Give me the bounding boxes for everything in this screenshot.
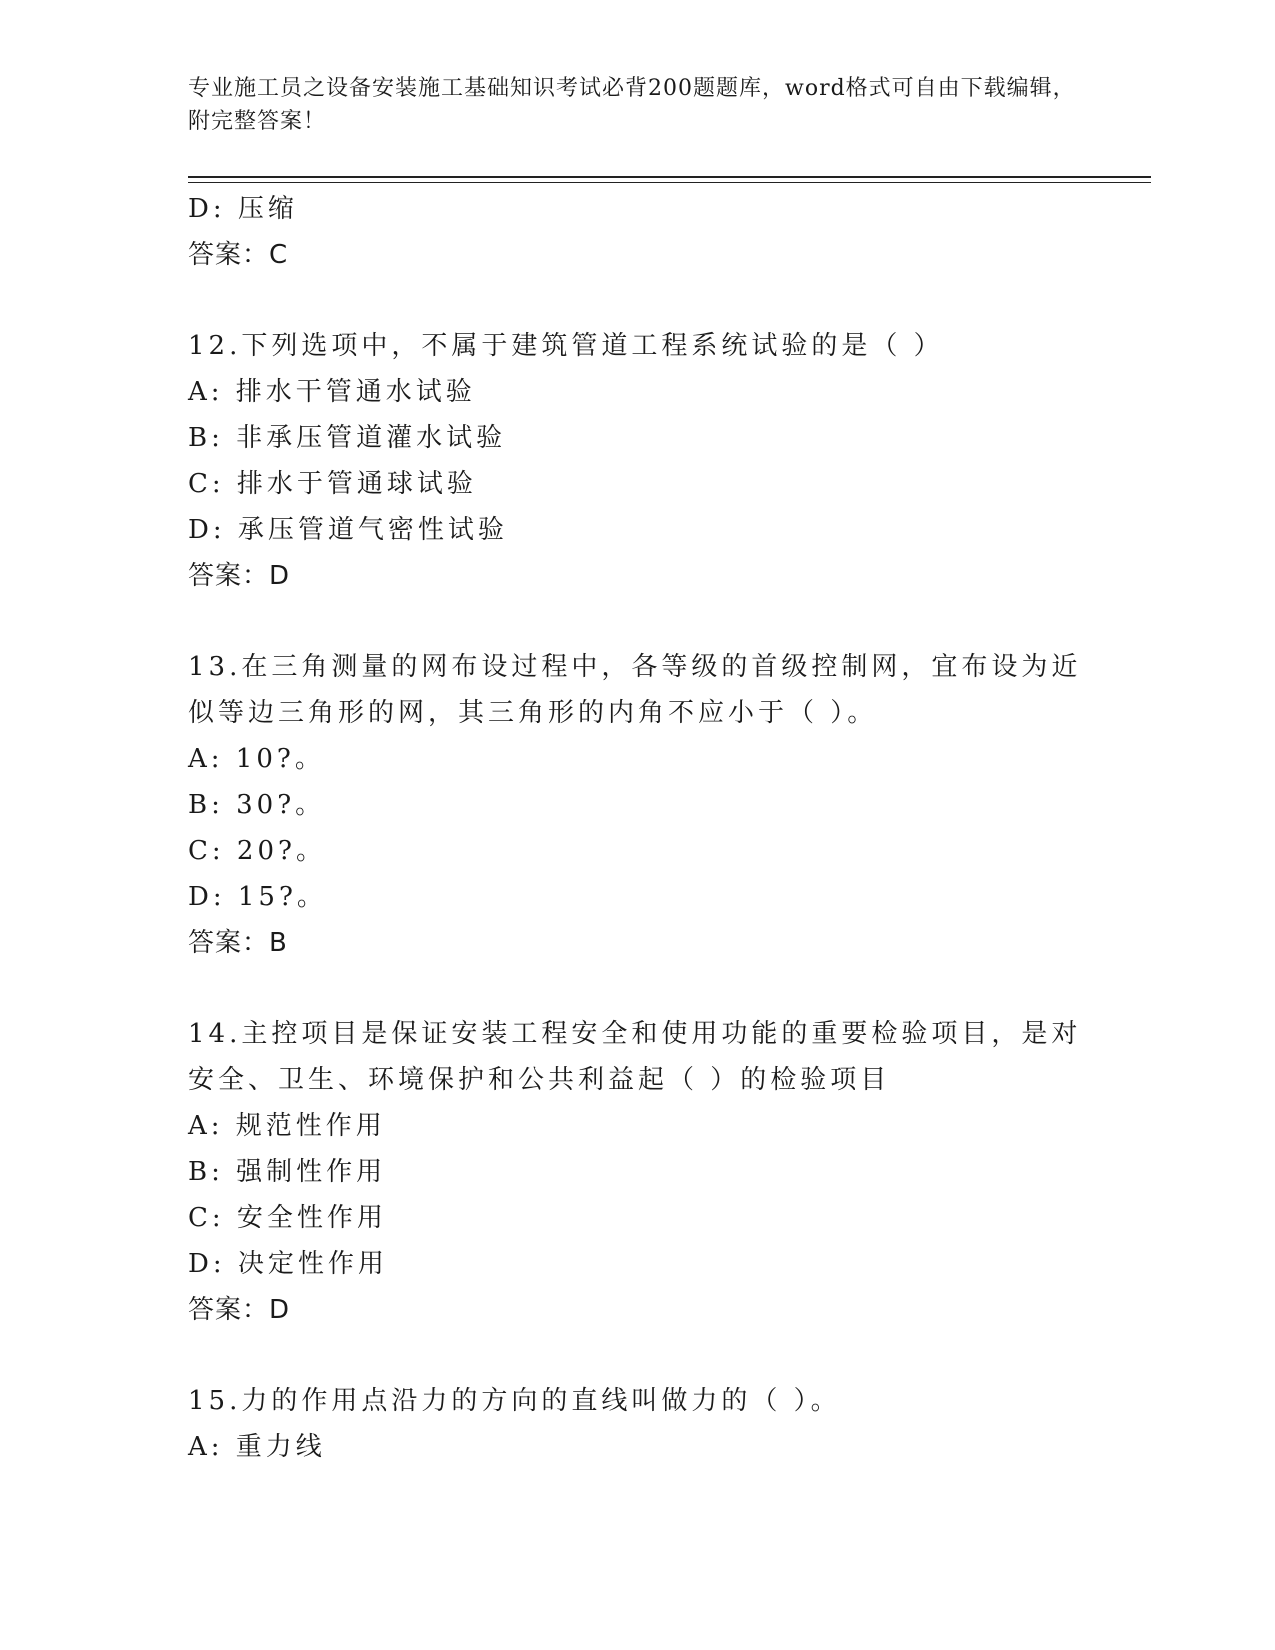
question-text: 12.下列选项中，不属于建筑管道工程系统试验的是（ ） [188, 331, 944, 361]
option-line: C: 安全性作用 [188, 1203, 387, 1233]
option-line: B: 强制性作用 [188, 1157, 387, 1187]
option-line: D: 压缩 [188, 194, 298, 224]
header-divider-thick [188, 176, 1151, 178]
option-line: D: 15?。 [188, 882, 327, 912]
question-spacer [188, 1333, 1088, 1378]
answer-line: 答案：D [188, 1295, 291, 1325]
option-line: D: 决定性作用 [188, 1249, 388, 1279]
answer-line: 答案：B [188, 928, 288, 958]
document-header: 专业施工员之设备安装施工基础知识考试必背200题题库，word格式可自由下载编辑，附完整答案！ [188, 76, 1076, 134]
question-text: 13.在三角测量的网布设过程中，各等级的首级控制网，宜布设为近似等边三角形的网，其三角形的内角不应小于（ ）。 [188, 652, 1082, 728]
question-spacer [188, 966, 1088, 1011]
option-line: A: 排水干管通水试验 [188, 377, 476, 407]
option-line: C: 20?。 [188, 836, 326, 866]
option-line: A: 规范性作用 [188, 1111, 386, 1141]
option-line: B: 非承压管道灌水试验 [188, 423, 507, 453]
answer-line: 答案：D [188, 561, 291, 591]
option-line: A: 10?。 [188, 744, 325, 774]
question-spacer [188, 278, 1088, 323]
option-line: A: 重力线 [188, 1432, 326, 1462]
option-line: B: 30?。 [188, 790, 326, 820]
header-divider-thin [188, 182, 1151, 183]
option-line: C: 排水于管通球试验 [188, 469, 477, 499]
option-line: D: 承压管道气密性试验 [188, 515, 508, 545]
answer-line: 答案：C [188, 240, 289, 270]
question-text: 14.主控项目是保证安装工程安全和使用功能的重要检验项目，是对安全、卫生、环境保护和公共利益起（ ）的检验项目 [188, 1019, 1082, 1095]
question-list [188, 186, 1088, 1470]
question-text: 15.力的作用点沿力的方向的直线叫做力的（ ）。 [188, 1386, 841, 1416]
question-spacer [188, 599, 1088, 644]
